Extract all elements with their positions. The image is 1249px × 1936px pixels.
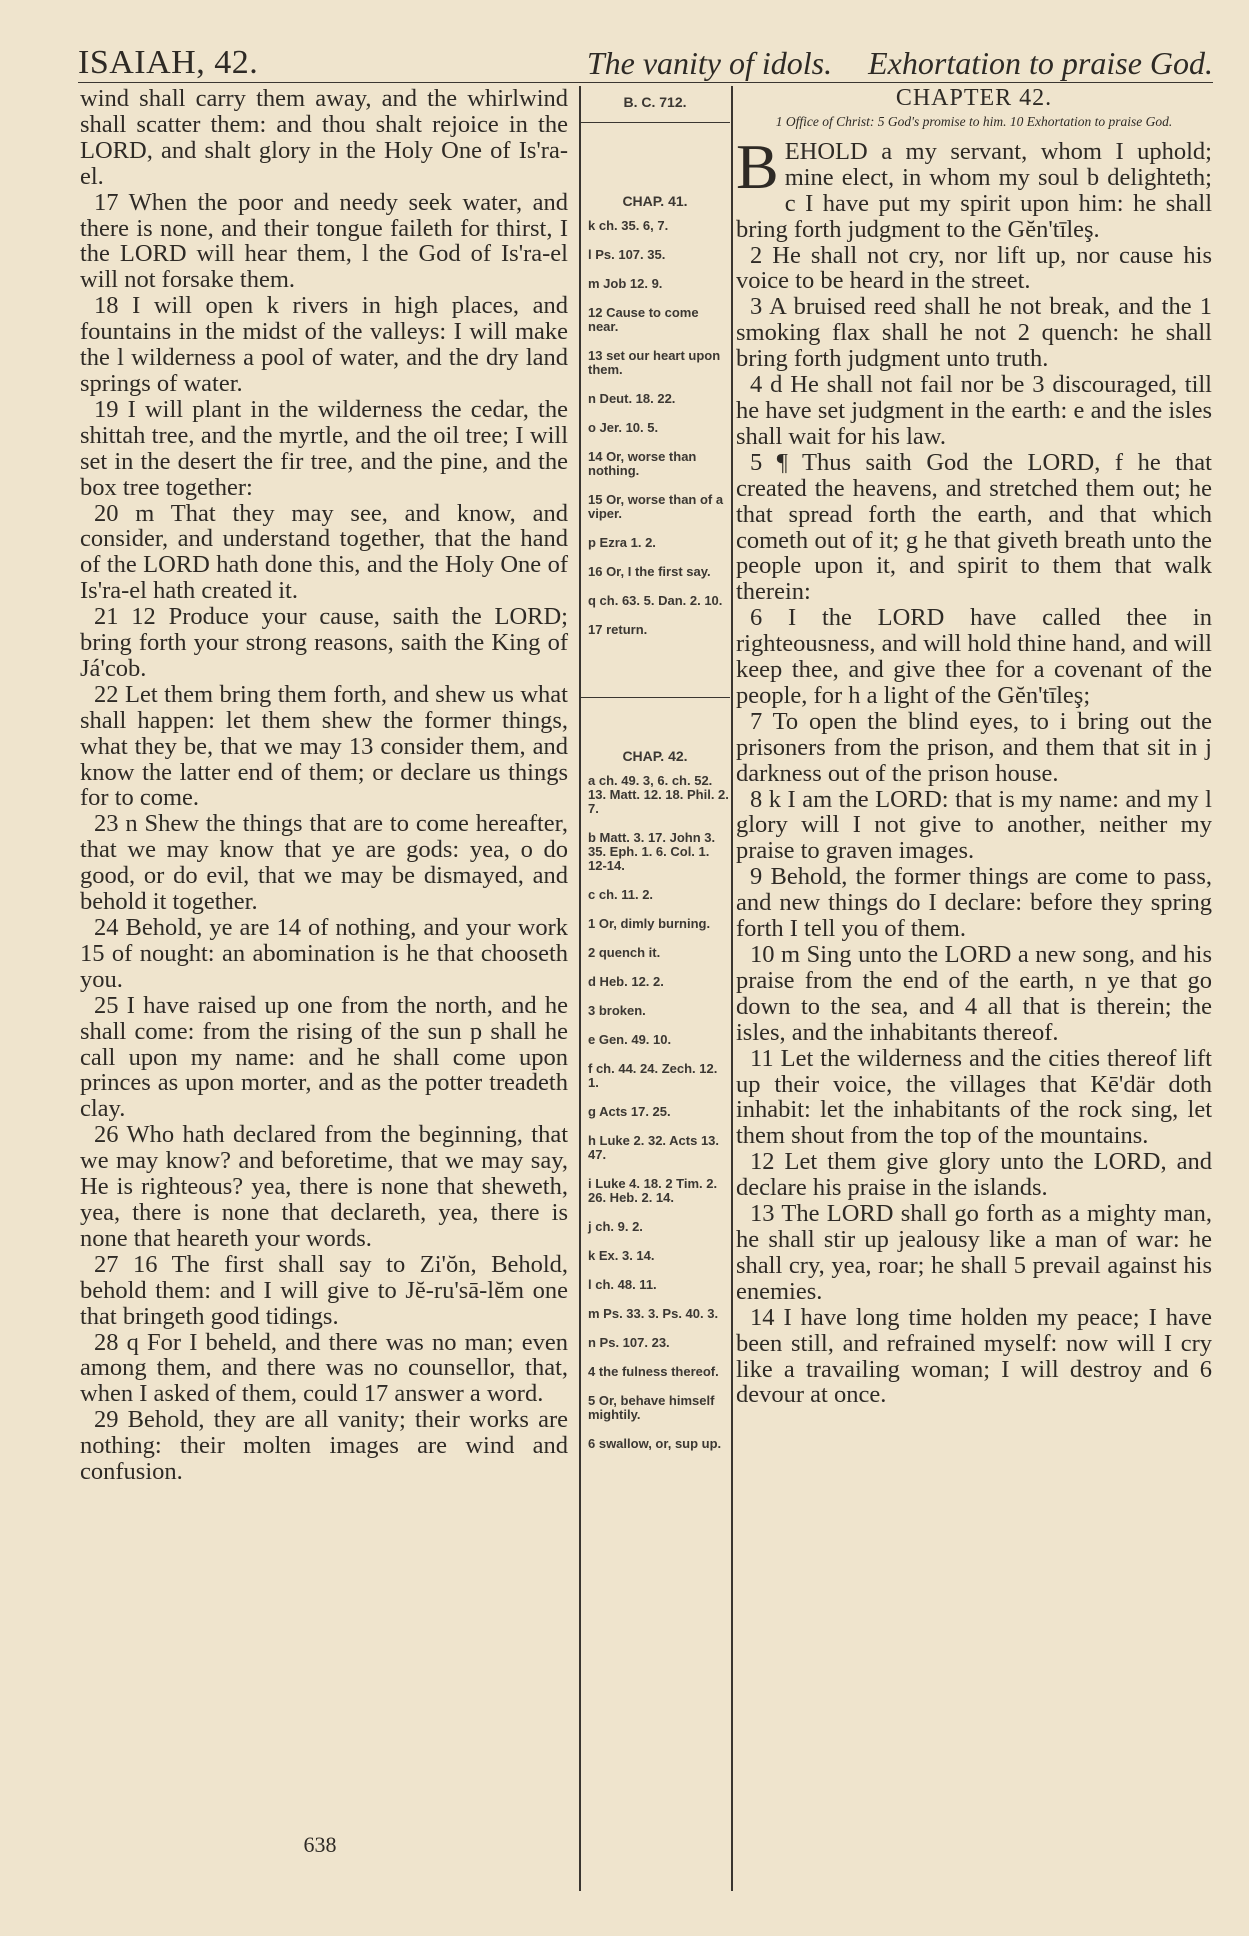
- verse: 12 Let them give glory unto the LORD, and declare his praise in the islands.: [736, 1148, 1212, 1202]
- margin-note: a ch. 49. 3, 6. ch. 52. 13. Matt. 12. 18. Phil. 2. 7.: [588, 773, 729, 816]
- verse: 2 He shall not cry, nor lift up, nor cause his voice to be heard in the street.: [736, 241, 1212, 295]
- margin-note: h Luke 2. 32. Acts 13. 47.: [588, 1133, 720, 1162]
- verse: 13 The LORD shall go forth as a mighty man, he shall stir up jealousy like a man of war: he shall cry, yea, roar; he shall 5 prevail against his enemies.: [736, 1200, 1212, 1305]
- margin-note: p Ezra 1. 2.: [588, 535, 656, 550]
- margin-note: 4 the fulness thereof.: [588, 1364, 719, 1379]
- right-text-column: [736, 86, 1212, 1408]
- margin-note: l Ps. 107. 35.: [588, 247, 666, 262]
- margin-note: k Ex. 3. 14.: [588, 1248, 655, 1263]
- left-text-column: [80, 86, 568, 1485]
- running-head-topic-2: Exhortation to praise God.: [868, 45, 1213, 81]
- page-header: [78, 22, 1213, 83]
- margin-note: c ch. 11. 2.: [588, 887, 654, 902]
- verse: 29 Behold, they are all vanity; their works are nothing: their molten images are wind and confusion.: [80, 1406, 568, 1486]
- margin-note: l ch. 48. 11.: [588, 1277, 657, 1292]
- verse: 18 I will open k rivers in high places, and fountains in the midst of the valleys: I will make the l wilderness a pool of water, and the dry land springs of water.: [80, 292, 568, 397]
- era-label: B. C. 712.: [623, 94, 687, 110]
- margin-note: g Acts 17. 25.: [588, 1104, 671, 1119]
- margin-note: b Matt. 3. 17. John 3. 35. Eph. 1. 6. Col. 1. 12-14.: [588, 830, 716, 873]
- margin-note: 17 return.: [588, 622, 648, 637]
- verse: 7 To open the blind eyes, to i bring out the prisoners from the prison, and them that sit in j darkness out of the prison house.: [736, 707, 1212, 787]
- verse: 28 q For I beheld, and there was no man; even among them, and there was no counsellor, that, when I asked of them, could 17 answer a word.: [80, 1328, 568, 1408]
- page-number: 638: [303, 1832, 337, 1857]
- margin-note: 16 Or, I the first say.: [588, 564, 711, 579]
- verse: 3 A bruised reed shall he not break, and the 1 smoking flax shall he not 2 quench: he shall bring forth judgment unto truth.: [736, 293, 1212, 373]
- margin-rule: [580, 122, 730, 123]
- margin-note: 14 Or, worse than nothing.: [588, 449, 697, 478]
- drop-cap: B: [736, 130, 779, 202]
- verse-1: [736, 130, 1212, 243]
- verse: 20 m That they may see, and know, and consider, and understand together, that the hand of the LORD hath done this, and the Holy One of Is'ra-el hath created it.: [80, 499, 568, 605]
- verse: 8 k I am the LORD: that is my name: and my l glory will I not give to another, neither my praise to graven images.: [736, 785, 1212, 865]
- verse: 17 When the poor and needy seek water, and there is none, and their tongue faileth for thirst, I the LORD will hear them, l the God of Is'ra-el will not forsake them.: [80, 188, 568, 294]
- margin-note: n Ps. 107. 23.: [588, 1335, 670, 1350]
- margin-note: 1 Or, dimly burning.: [588, 916, 711, 931]
- verse: 4 d He shall not fail nor be 3 discouraged, till he have set judgment in the earth: e and the isles shall wait for his law.: [736, 371, 1212, 450]
- column-divider: [731, 86, 733, 1891]
- verse: 6 I the LORD have called thee in righteousness, and will hold thine hand, and will keep thee, and give thee for a covenant of the people, for h a light of the Gĕn'tīleş;: [736, 604, 1212, 709]
- verse: 14 I have long time holden my peace; I have been still, and refrained myself: now will I cry like a travailing woman; I will destroy and 6 devour at once.: [736, 1303, 1212, 1409]
- book-title: ISAIAH, 42.: [78, 44, 259, 81]
- margin-chapter-label: CHAP. 41.: [622, 193, 688, 209]
- verse: 11 Let the wilderness and the cities thereof lift up their voice, the villages that Kē'där doth inhabit: let the inhabitants of the rock sing, let them shout from the top of the mountains.: [736, 1044, 1212, 1150]
- verse-1-text: EHOLD a my servant, whom I uphold; mine elect, in whom my soul b delighteth; c I have put my spirit upon him: he shall bring forth judgment to the Gĕn'tīleş.: [736, 137, 1212, 243]
- margin-note: i Luke 4. 18. 2 Tim. 2. 26. Heb. 2. 14.: [588, 1176, 718, 1205]
- verse: 5 ¶ Thus saith God the LORD, f he that created the heavens, and stretched them out; he that spread forth the earth, and that which cometh out of it; g he that giveth breath unto the people upon it, and spirit to them that walk therein:: [736, 448, 1212, 606]
- margin-note: 6 swallow, or, sup up.: [588, 1436, 722, 1451]
- margin-chapter-label: CHAP. 42.: [622, 748, 688, 764]
- margin-rule: [580, 697, 730, 698]
- verse: 26 Who hath declared from the beginning, that we may know? and beforetime, that we may say, He is righteous? yea, there is none that sheweth, yea, there is none that declareth, yea, there is none that heareth your words.: [80, 1121, 568, 1252]
- margin-note: e Gen. 49. 10.: [588, 1032, 672, 1047]
- verse: 27 16 The first shall say to Zi'ŏn, Behold, behold them: and I will give to Jĕ-ru'sā-lĕm one that bringeth good tidings.: [80, 1250, 568, 1330]
- margin-note: 3 broken.: [588, 1003, 646, 1018]
- margin-note: d Heb. 12. 2.: [588, 974, 664, 989]
- verse: 10 m Sing unto the LORD a new song, and his praise from the end of the earth, n ye that go down to the sea, and 4 all that is therein; the isles, and the inhabitants thereof.: [736, 941, 1212, 1046]
- margin-note: k ch. 35. 6, 7.: [588, 218, 669, 233]
- margin-note: 13 set our heart upon them.: [588, 348, 721, 377]
- verse: 19 I will plant in the wilderness the cedar, the shittah tree, and the myrtle, and the oil tree; I will set in the desert the fir tree, and the pine, and the box tree together:: [80, 395, 568, 501]
- margin-note: 12 Cause to come near.: [588, 305, 699, 334]
- running-head: [559, 45, 1213, 82]
- verse: wind shall carry them away, and the whirlwind shall scatter them: and thou shalt rejoice in the LORD, and shalt glory in the Holy One of Is'ra-el.: [80, 85, 568, 190]
- margin-note: j ch. 9. 2.: [588, 1219, 643, 1234]
- running-head-topic-1: The vanity of idols.: [586, 45, 833, 81]
- margin-references: [580, 86, 730, 1466]
- margin-note: q ch. 63. 5. Dan. 2. 10.: [588, 593, 723, 608]
- verse: 24 Behold, ye are 14 of nothing, and your work 15 of nought: an abomination is he that chooseth you.: [80, 914, 568, 993]
- chapter-heading: CHAPTER 42.: [895, 85, 1053, 111]
- margin-note: m Job 12. 9.: [588, 276, 663, 291]
- margin-note: f ch. 44. 24. Zech. 12. 1.: [588, 1061, 718, 1090]
- margin-note: 15 Or, worse than of a viper.: [588, 492, 724, 521]
- verse: 22 Let them bring them forth, and shew us what shall happen: let them shew the former things, what they be, that we may 13 consider them, and know the latter end of them; or declare us things for to come.: [80, 680, 568, 812]
- margin-note: 5 Or, behave himself mightily.: [588, 1393, 715, 1422]
- verse: 21 12 Produce your cause, saith the LORD; bring forth your strong reasons, saith the King of Já'cob.: [80, 603, 568, 682]
- verse: 25 I have raised up one from the north, and he shall come: from the rising of the sun p shall he call upon my name: and he shall come upon princes as upon morter, and as the potter treadeth clay.: [80, 991, 568, 1123]
- margin-note: n Deut. 18. 22.: [588, 391, 676, 406]
- margin-note: 2 quench it.: [588, 945, 661, 960]
- verse: 23 n Shew the things that are to come hereafter, that we may know that ye are gods: yea, o do good, or do evil, that we may be dismayed, and behold it together.: [80, 810, 568, 916]
- margin-note: o Jer. 10. 5.: [588, 420, 659, 435]
- verse: 9 Behold, the former things are come to pass, and new things do I declare: before they spring forth I tell you of them.: [736, 863, 1212, 943]
- chapter-summary: 1 Office of Christ: 5 God's promise to him. 10 Exhortation to praise God.: [775, 113, 1173, 129]
- margin-note: m Ps. 33. 3. Ps. 40. 3.: [588, 1306, 719, 1321]
